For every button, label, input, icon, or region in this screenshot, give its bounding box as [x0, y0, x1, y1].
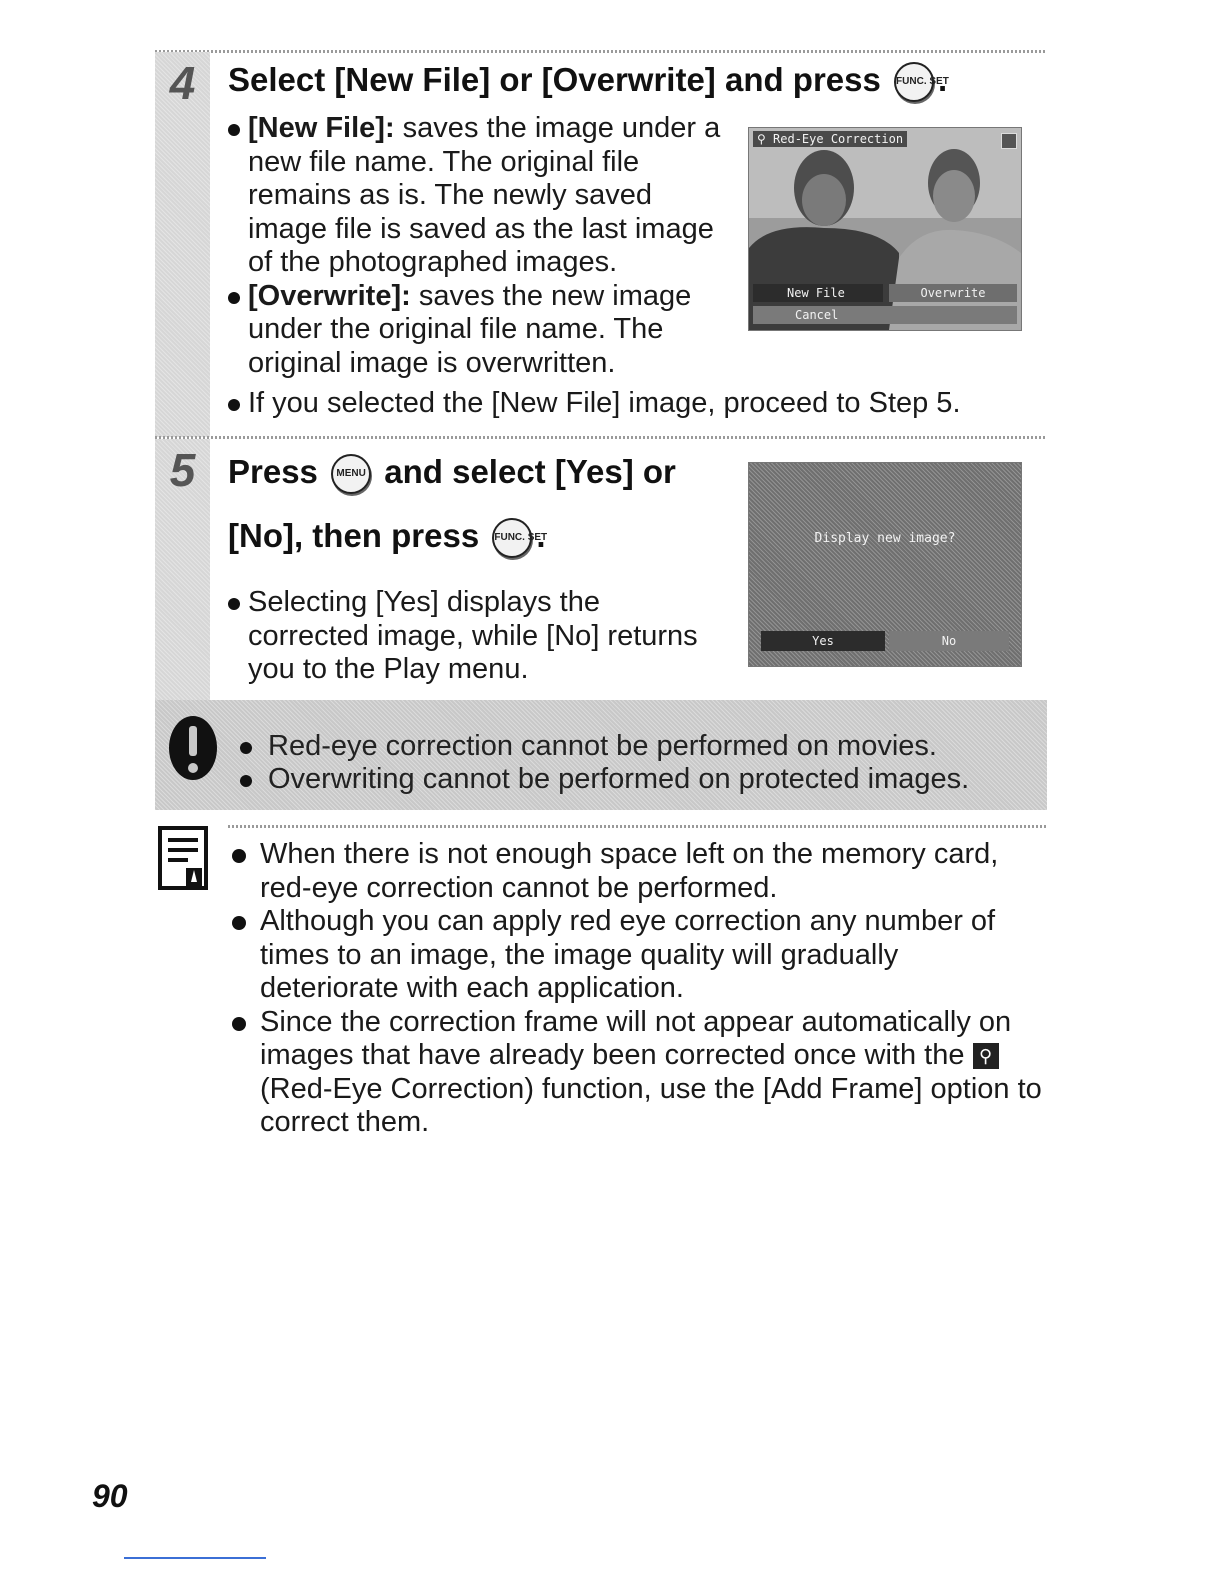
step4-bullet-proceed: If you selected the [New File] image, proceed to Step 5. [228, 387, 1038, 421]
step5-top-rule [155, 436, 1047, 439]
step5-option-yes[interactable]: Yes [761, 631, 885, 651]
step4-heading-text: Select [New File] or [Overwrite] and press [228, 61, 881, 98]
step4-body [228, 112, 723, 380]
caution-box [155, 700, 1047, 810]
step4-number-bar [155, 52, 210, 437]
note-add-frame: Since the correction frame will not appear automatically on images that have already been corrected once with the ⚲ (Red-Eye Correction) function, use the [Add Frame] option to correct them. [228, 1006, 1043, 1140]
step4-heading-end: . [938, 61, 948, 98]
step4-number: 4 [169, 57, 196, 109]
page-number: 90 [92, 1478, 128, 1514]
step4-bullet-overwrite: [Overwrite]: saves the new image under the original file name. The original image is overwritten. [228, 280, 723, 381]
step5-body [228, 586, 723, 687]
caution-list [240, 730, 969, 796]
step4-screen-title: ⚲ Red-Eye Correction [753, 131, 907, 147]
step5-bullet: Selecting [Yes] displays the corrected image, while [No] returns you to the Play menu. [228, 586, 723, 687]
step5-heading-line2: [No], then press FUNC. SET . [228, 516, 546, 558]
step4-bullet-new-file: [New File]: saves the image under a new file name. The original file remains as is. The newly saved image file is saved as the last image of the photographed images. [228, 112, 723, 280]
note-image-quality: Although you can apply red eye correction any number of times to an image, the image quality will gradually deteriorate with each application. [228, 905, 1043, 1006]
note-memory-card: When there is not enough space left on the memory card, red-eye correction cannot be performed. [228, 838, 1043, 905]
step5-number: 5 [169, 444, 196, 496]
caution-item-movies: Red-eye correction cannot be performed on movies. [240, 730, 969, 763]
step4-option-new-file[interactable]: New File [753, 284, 883, 302]
footer-rule [124, 1557, 266, 1559]
red-eye-correction-icon: ⚲ [757, 132, 774, 146]
memo-icon [158, 826, 210, 892]
step5-heading-line1: Press MENU and select [Yes] or [228, 452, 676, 494]
step5-option-no[interactable]: No [889, 631, 1009, 651]
step5-camera-screen [748, 462, 1022, 667]
step4-option-cancel[interactable]: Cancel [753, 306, 1017, 324]
step4-bullet-list [228, 112, 723, 380]
step5-screen-prompt: Display new image? [814, 531, 956, 546]
func-set-button-icon: FUNC. SET [894, 62, 934, 102]
step4-camera-screen [748, 127, 1022, 331]
step4-option-overwrite[interactable]: Overwrite [889, 284, 1017, 302]
red-eye-correction-icon: ⚲ [973, 1043, 999, 1069]
caution-icon [163, 714, 223, 794]
step4-heading [228, 60, 947, 102]
caution-item-protected: Overwriting cannot be performed on protected images. [240, 763, 969, 796]
step4-extra-note [228, 387, 1038, 421]
step4-top-rule [155, 50, 1047, 53]
notes-list [228, 838, 1043, 1140]
step5-number-bar [155, 439, 210, 701]
func-set-button-icon: FUNC. SET [492, 518, 532, 558]
notes-top-rule [228, 825, 1047, 828]
step4-screen-corner-icon [1001, 133, 1017, 149]
menu-button-icon: MENU [331, 454, 371, 494]
